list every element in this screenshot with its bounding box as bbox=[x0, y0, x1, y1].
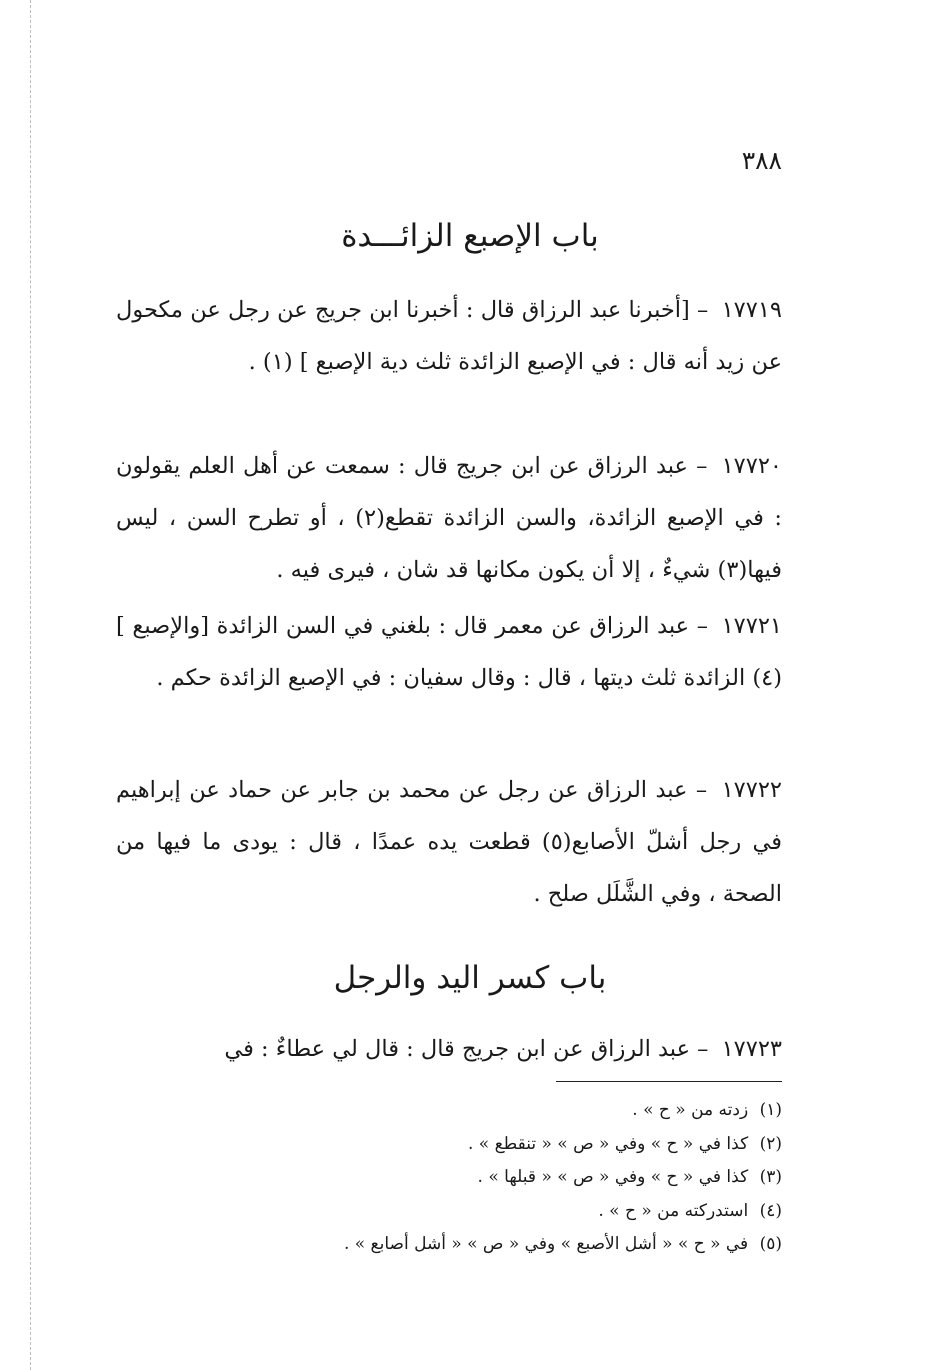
hadith-number: ١٧٧٢٢ bbox=[721, 777, 783, 803]
footnote-2 bbox=[116, 1128, 782, 1162]
page-number: ٣٨٨ bbox=[741, 146, 782, 175]
footnote-text: كذا في « ح » وفي « ص » « قبلها » . bbox=[477, 1167, 749, 1187]
hadith-paragraph-17723 bbox=[116, 1023, 782, 1075]
hadith-paragraph-17720 bbox=[116, 440, 782, 596]
hadith-text: – [أخبرنا عبد الرزاق قال : أخبرنا ابن جريج عن رجل عن مكحول عن زيد أنه قال : في الإصبع الزائدة ثلث دية الإصبع ] (١) . bbox=[116, 297, 782, 375]
footnote-1 bbox=[116, 1094, 782, 1128]
hadith-paragraph-17722 bbox=[116, 764, 782, 920]
scan-edge-line bbox=[30, 0, 31, 1370]
footnote-5 bbox=[116, 1228, 782, 1262]
hadith-text: – عبد الرزاق عن ابن جريج قال : قال لي عطاءٌ : في bbox=[224, 1036, 709, 1062]
footnote-text: في « ح » « أشل الأصبع » وفي « ص » « أشل أصابع » . bbox=[343, 1234, 749, 1254]
footnote-text: زدته من « ح » . bbox=[632, 1100, 749, 1120]
footnote-4 bbox=[116, 1195, 782, 1229]
footnote-text: استدركته من « ح » . bbox=[598, 1200, 749, 1221]
hadith-number: ١٧٧١٩ bbox=[721, 297, 783, 323]
hadith-number: ١٧٧٢٠ bbox=[721, 453, 782, 479]
footnote-marker: (٤) bbox=[759, 1200, 782, 1221]
chapter-heading-extra-finger: باب الإصبع الزائـــدة bbox=[341, 218, 599, 254]
hadith-text: – عبد الرزاق عن ابن جريج قال : سمعت عن أهل العلم يقولون : في الإصبع الزائدة، والسن الزائدة تقطع(٢) ، أو تطرح السن ، ليس فيها(٣) شيءٌ ، إلا أن يكون مكانها قد شان ، فيرى فيه . bbox=[116, 453, 782, 583]
footnote-marker: (٥) bbox=[759, 1234, 782, 1254]
chapter-heading-broken-limb: باب كسر اليد والرجل bbox=[333, 960, 607, 996]
footnote-separator bbox=[556, 1081, 782, 1082]
footnote-marker: (١) bbox=[759, 1100, 782, 1120]
footnote-marker: (٣) bbox=[759, 1167, 782, 1187]
hadith-number: ١٧٧٢١ bbox=[721, 613, 782, 639]
hadith-paragraph-17719 bbox=[116, 284, 782, 388]
footnote-marker: (٢) bbox=[759, 1133, 782, 1154]
hadith-text: – عبد الرزاق عن معمر قال : بلغني في السن الزائدة [والإصبع ] (٤) الزائدة ثلث ديتها ، قال : وقال سفيان : في الإصبع الزائدة حكم . bbox=[116, 613, 782, 691]
hadith-number: ١٧٧٢٣ bbox=[721, 1036, 782, 1062]
hadith-paragraph-17721 bbox=[116, 600, 782, 704]
footnotes-list bbox=[116, 1094, 782, 1262]
footnote-text: كذا في « ح » وفي « ص » « تنقطع » . bbox=[467, 1133, 749, 1154]
footnote-3 bbox=[116, 1161, 782, 1195]
hadith-text: – عبد الرزاق عن رجل عن محمد بن جابر عن حماد عن إبراهيم في رجل أشلّ الأصابع(٥) قطعت يده عمدًا ، قال : يودى ما فيها من الصحة ، وفي الشَّلَل صلح . bbox=[116, 777, 782, 907]
